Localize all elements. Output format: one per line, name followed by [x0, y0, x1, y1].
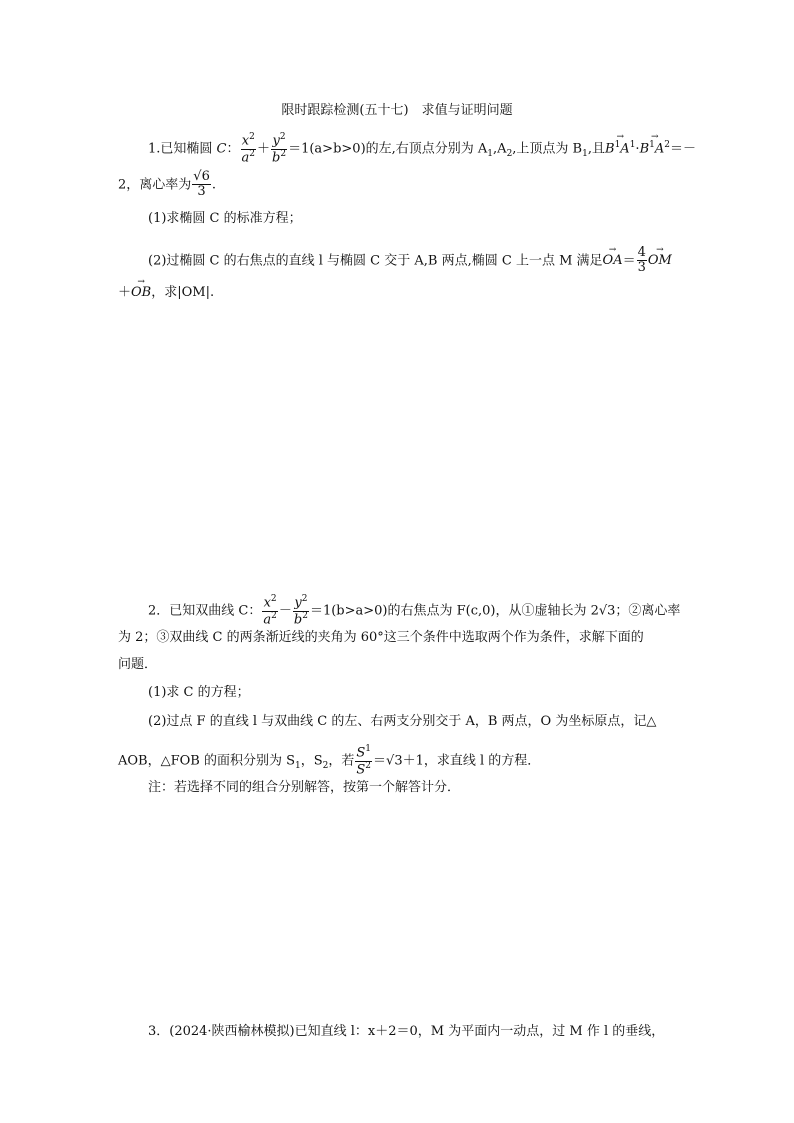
fraction-4-3: $\frac{4}{3}$: [637, 245, 646, 276]
problem-2-line-2: 为 2；③双曲线 C 的两条渐近线的夹角为 60°这三个条件中选取两个作为条件，求解下面的: [118, 630, 644, 645]
problem-2-q2-line-2: AOB，△FOB 的面积分别为 $S_1$，$S_2$，若 $\frac{S^1}{S^2}$ ＝√3＋1，求直线 l 的方程．: [118, 744, 541, 777]
problem-2-line-1: 2．已知双曲线 C： $\frac{x^2}{a^2}$ － $\frac{y^2}{b^2}$ ＝1(b>a>0)的右焦点为 F(c,0)，从①虚轴长为 2√3；②离心率: [148, 594, 681, 627]
text-run: ＋: [118, 285, 132, 300]
text-run: 2．已知双曲线 C：: [148, 603, 262, 619]
text-run: ＝: [622, 253, 636, 269]
text-run: ＝1(a>b>0)的左,右顶点分别为 A: [288, 141, 488, 157]
fraction-x2-a2: $\frac{x^2}{a^2}$: [263, 594, 277, 627]
worksheet-title: 限时跟踪检测(五十七) 求值与证明问题: [281, 103, 513, 118]
fraction-y2-b2: $\frac{y^2}{b^2}$: [293, 594, 308, 627]
text-run: ＝√3＋1，求直线 l 的方程．: [373, 753, 541, 769]
fraction-S1-S2: $\frac{S^1}{S^2}$: [356, 744, 372, 777]
problem-2-line-3: 问题．: [118, 657, 158, 672]
problem-3-line-1: 3．(2024·陕西榆林模拟)已知直线 l：x＋2＝0，M 为平面内一动点，过 M 作 l 的垂线，: [148, 1024, 665, 1039]
text-run: ，S: [300, 753, 323, 769]
problem-1-line-2: [118, 170, 216, 200]
text-run: ,A: [493, 141, 507, 157]
text-run: 2，离心率为: [118, 177, 192, 193]
problem-1-q2-line-2: [118, 286, 214, 299]
text-run: AOB，△FOB 的面积分别为 S: [118, 753, 295, 769]
fraction-x2-a2: $\frac{x^2}{a^2}$: [241, 132, 256, 165]
text-run: ＝－: [669, 141, 696, 157]
problem-2-note: 注：若选择不同的组合分别解答，按第一个解答计分．: [148, 780, 461, 795]
problem-1-q1: (1)求椭圆 C 的标准方程；: [148, 211, 302, 226]
problem-2-q1: (1)求 C 的方程；: [148, 685, 250, 700]
vector-OM: → OM: [648, 254, 672, 267]
text-run: (2)过椭圆 C 的右焦点的直线 l 与椭圆 C 交于 A,B 两点,椭圆 C 上一点 M 满足: [148, 253, 603, 269]
text-run: 1.已知椭圆: [148, 141, 217, 157]
text-run: ,且: [587, 141, 605, 157]
problem-1-q2-line-1: [148, 246, 672, 276]
text-run: ＝1(b>a>0)的右焦点为 F(c,0)，从①虚轴长为 2√3；②离心率: [309, 603, 681, 619]
problem-2-q2-line-1: (2)过点 F 的直线 l 与双曲线 C 的左、右两支分别交于 A，B 两点，O 为坐标原点，记△: [148, 714, 657, 729]
vector-B1A1: → $B^1A^1$: [605, 141, 635, 155]
vector-OB: → OB: [131, 286, 151, 299]
text-run: ，求|OM|.: [151, 285, 215, 300]
vector-OA: → OA: [603, 254, 623, 267]
fraction-y2-b2: $\frac{y^2}{b^2}$: [272, 132, 287, 165]
text-run: ，若: [328, 753, 355, 769]
problem-1-line-1: 1.已知椭圆 C： $\frac{x^2}{a^2}$ ＋ $\frac{y^2}{b^2}$ ＝1(a>b>0)的左,右顶点分别为 $A_1,A_2$,上顶点为 $B_1$,且→ $B^1A^1\cdot\to B^1A^2=-$: [148, 133, 696, 165]
text-run: .: [211, 177, 216, 193]
vector-B1A2: → $B^1A^2$: [640, 141, 670, 155]
text-run: ,上顶点为 B: [512, 141, 583, 157]
fraction-sqrt6-3: $\frac{√6}{3}$: [193, 169, 210, 200]
